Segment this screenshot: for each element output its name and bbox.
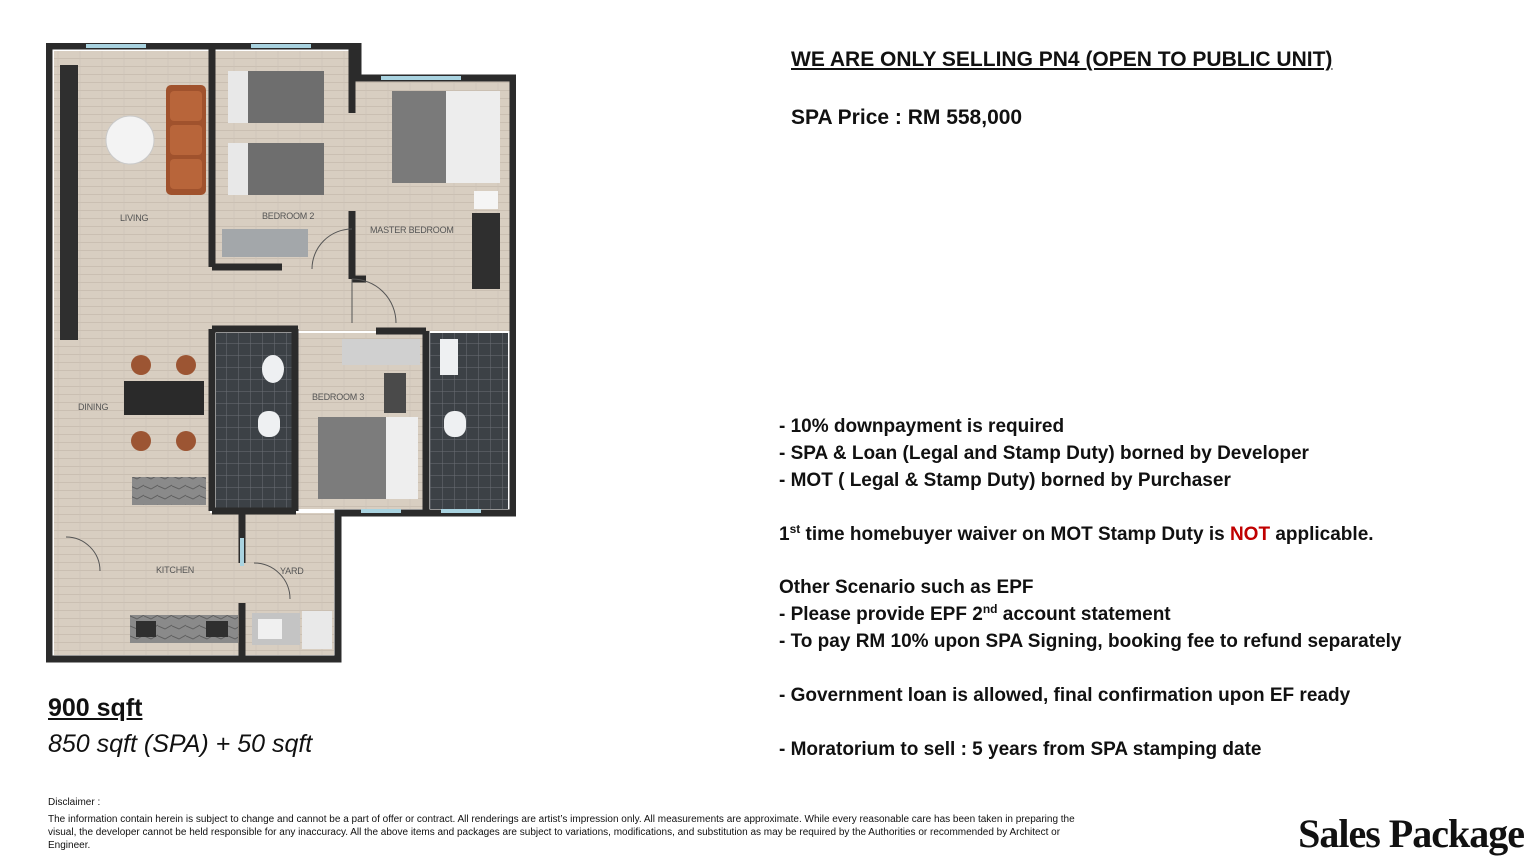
term-spa-loan: - SPA & Loan (Legal and Stamp Duty) borned by Developer (779, 443, 1309, 464)
disclaimer-title: Disclaimer : (48, 797, 101, 808)
term-government-loan: - Government loan is allowed, final confirmation upon EF ready (779, 685, 1351, 706)
room-label-living: LIVING (120, 213, 149, 223)
round-coffee-table (106, 116, 154, 164)
area-total: 900 sqft (48, 694, 143, 722)
waiver-ordinal-number: 1 (779, 524, 790, 545)
epf-text-a: - Please provide EPF 2 (779, 604, 983, 625)
waiver-not-emphasis: NOT (1229, 524, 1271, 545)
term-epf-statement (779, 604, 1171, 626)
room-label-kitchen: KITCHEN (156, 565, 195, 575)
sofa (166, 85, 206, 195)
area-breakdown: 850 sqft (SPA) + 50 sqft (48, 730, 313, 758)
sales-package-label: Sales Package (1298, 811, 1524, 856)
epf-scenario-title: Other Scenario such as EPF (779, 577, 1034, 598)
room-label-master-bedroom: MASTER BEDROOM (370, 225, 454, 235)
term-moratorium: - Moratorium to sell : 5 years from SPA stamping date (779, 739, 1262, 760)
room-label-yard: YARD (280, 566, 304, 576)
offer-heading: WE ARE ONLY SELLING PN4 (OPEN TO PUBLIC UNIT) (791, 48, 1333, 71)
floor-plan (46, 43, 516, 663)
waiver-text-b: applicable. (1270, 524, 1374, 545)
room-label-bedroom-2: BEDROOM 2 (262, 211, 315, 221)
waiver-text-a: time homebuyer waiver on MOT Stamp Duty is (800, 524, 1230, 545)
tv-wall-unit (60, 65, 78, 340)
disclaimer-body: The information contain herein is subject to change and cannot be a part of offer or contract. All renderings are artist’s impression only. All measurements are approximate. While every reasonable care has been taken in preparing the visual, the developer cannot be held responsible for any inaccuracy. All the above items and packages are subject to variations, modifications, and substitution as may be required by the Authorities or recommended by Architect or Engineer. (48, 814, 1075, 851)
term-epf-payment: - To pay RM 10% upon SPA Signing, booking fee to refund separately (779, 631, 1402, 652)
term-downpayment: - 10% downpayment is required (779, 416, 1065, 437)
term-mot: - MOT ( Legal & Stamp Duty) borned by Purchaser (779, 470, 1231, 491)
epf-text-b: account statement (997, 604, 1171, 625)
epf-ordinal-suffix: nd (982, 602, 998, 616)
term-homebuyer-waiver (779, 524, 1374, 546)
waiver-ordinal-suffix: st (789, 522, 801, 536)
spa-price: SPA Price : RM 558,000 (791, 106, 1023, 129)
room-label-dining: DINING (78, 402, 109, 412)
room-label-bedroom-3: BEDROOM 3 (312, 392, 365, 402)
